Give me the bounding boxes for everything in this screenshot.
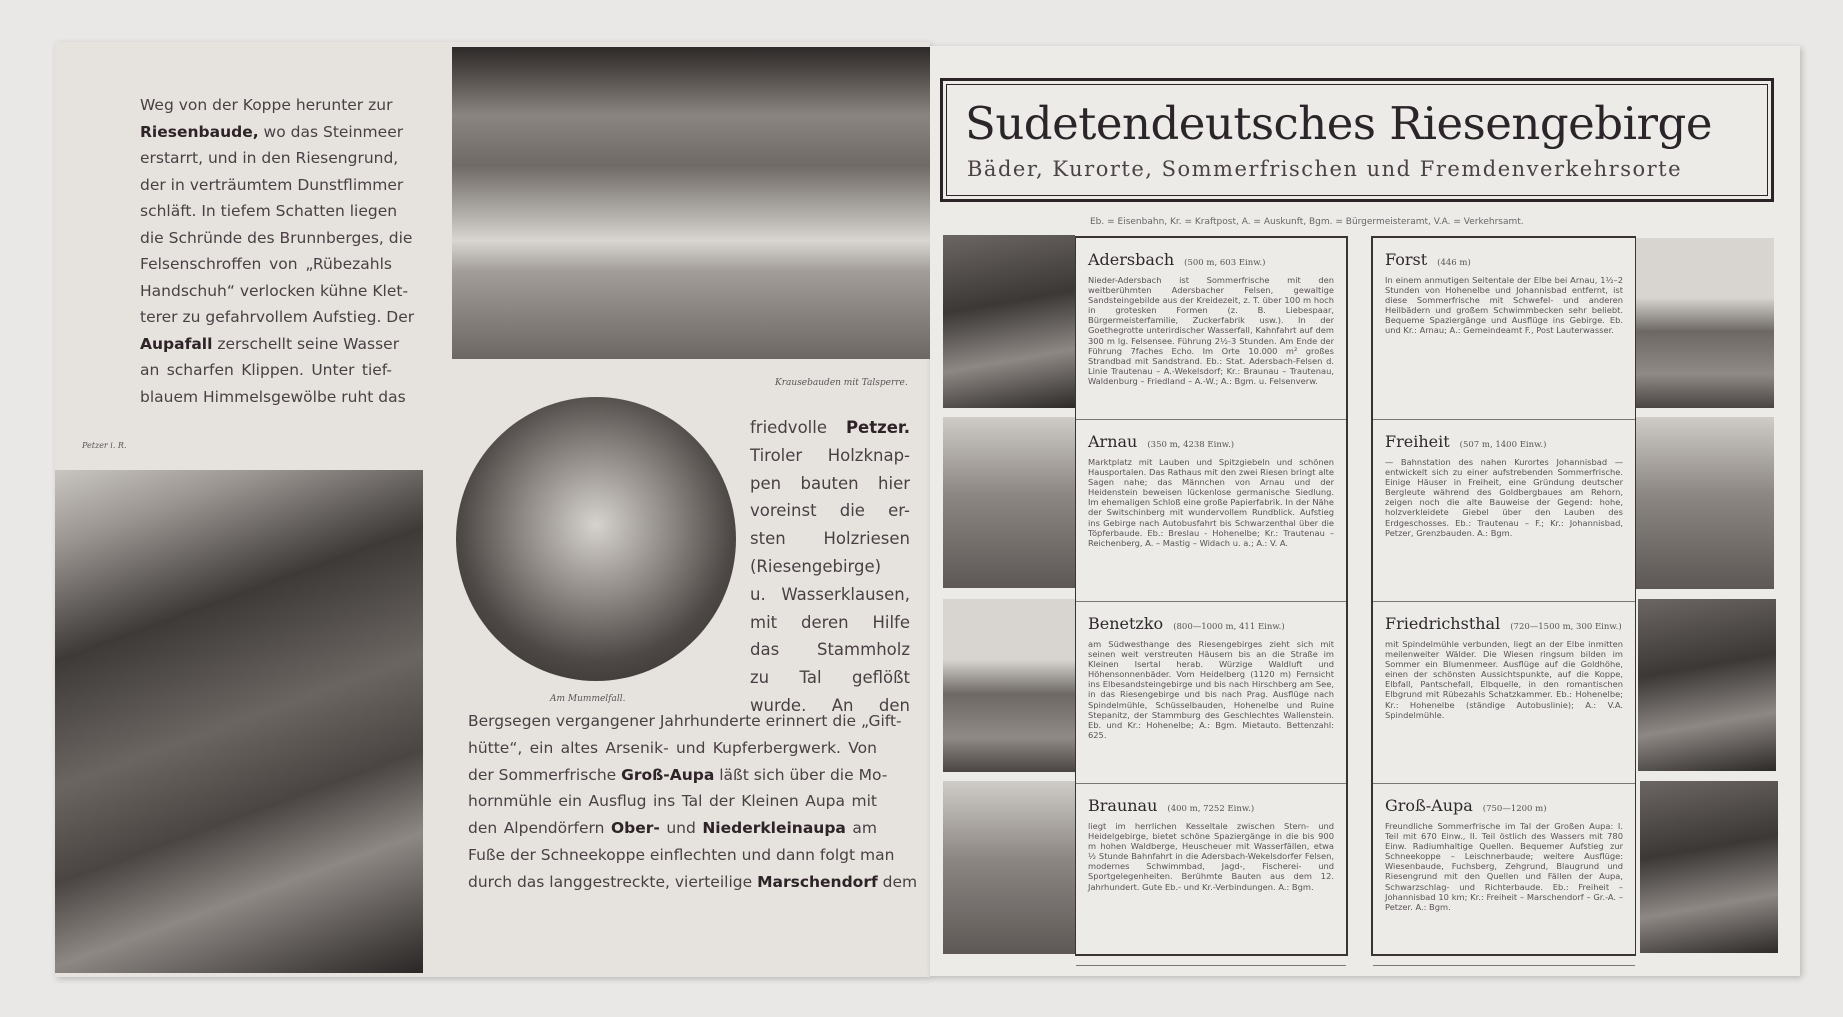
place-meta: (446 m) xyxy=(1437,258,1471,268)
bold-place-name: Niederkleinaupa xyxy=(702,819,846,838)
place-meta: (400 m, 7252 Einw.) xyxy=(1167,804,1255,814)
place-name: Braunau (400 m, 7252 Einw.) xyxy=(1088,796,1255,815)
text-line xyxy=(750,636,910,664)
text-run: hütte“, ein altes Arsenik- und Kupferbergwerk. Von xyxy=(468,738,877,757)
place-entry xyxy=(1076,420,1346,602)
place-name: Arnau (350 m, 4238 Einw.) xyxy=(1088,432,1235,451)
text-line xyxy=(140,357,392,384)
text-run: (Riesengebirge) xyxy=(750,556,882,576)
text-line xyxy=(140,331,400,358)
place-name: Benetzko (800—1000 m, 411 Einw.) xyxy=(1088,614,1285,633)
photo-friedrichsthal xyxy=(1638,599,1776,771)
text-run: pen bauten hier xyxy=(750,473,910,493)
photo-benetzko xyxy=(943,599,1075,772)
text-line xyxy=(750,553,910,581)
caption-top-photo: Krausebauden mit Talsperre. xyxy=(775,378,908,388)
text-run: zu Tal geflößt xyxy=(750,668,910,688)
page-subtitle: Bäder, Kurorte, Sommerfrischen und Fremdenverkehrsorte xyxy=(967,157,1683,181)
caption-valley-photo: Petzer i. R. xyxy=(82,441,127,450)
text-line xyxy=(140,278,409,305)
caption-circle-photo: Am Mummelfall. xyxy=(550,694,626,704)
text-run: hornmühle ein Ausflug ins Tal der Kleinen Aupa mit xyxy=(468,792,877,811)
place-entry xyxy=(1076,238,1346,420)
text-line xyxy=(468,735,877,762)
bottom-paragraph xyxy=(468,708,918,896)
text-run: der Sommerfrische xyxy=(468,765,622,784)
text-line xyxy=(468,788,877,815)
text-line xyxy=(468,842,895,869)
text-line xyxy=(140,92,392,119)
bold-place-name: Petzer. xyxy=(845,418,910,437)
text-run: Tiroler Holzknap- xyxy=(750,445,910,465)
place-entry xyxy=(1373,420,1635,602)
text-line xyxy=(750,664,910,692)
place-meta: (720—1500 m, 300 Einw.) xyxy=(1510,622,1622,632)
place-entry xyxy=(1076,602,1346,784)
place-entry xyxy=(1373,238,1635,420)
text-run: u. Wasserklausen, xyxy=(750,584,910,604)
title-box xyxy=(940,78,1774,202)
place-entry xyxy=(1373,602,1635,784)
place-entry xyxy=(1373,784,1635,966)
text-line xyxy=(140,251,392,278)
text-line xyxy=(750,609,910,637)
text-run: blauem Himmelsgewölbe ruht das xyxy=(140,387,406,406)
place-description: — Bahnstation des nahen Kurortes Johannisbad — entwickelt sich zu einer aufstrebenden Sommerfrische. Einige Häuser in Freiheit, eine Gründung deutscher Bergleute während des Goldbergbaues am Rehorn, zeigen noch die alte Bauweise der Gegend: hohe, holzverkleidete Giebel über den Lauben des Erdgeschosses. Eb.: Trautenau – F.; Kr.: Johannisbad, Petzer, Grenzbauden. A.: Bgm. xyxy=(1385,457,1623,538)
photo-mummelfall xyxy=(456,397,736,681)
photo-krausebauden-dam xyxy=(452,47,930,359)
text-run: mit deren Hilfe xyxy=(750,612,910,632)
text-run: voreinst die er- xyxy=(750,501,910,521)
text-line xyxy=(750,497,910,525)
text-run: Weg von der Koppe herunter zur xyxy=(140,96,393,114)
place-description: Freundliche Sommerfrische im Tal der Großen Aupa: I. Teil mit 670 Einw., II. Teil östlich des Wassers mit 780 Einw. Radiumhaltige Quellen. Bequemer Aufstieg zur Schneekoppe – Leischnerbaude; weitere Ausflüge: Wiesenbaude, Fuchsberg, Zehgrund, Blaugrund und Riesengrund mit den Quellen und Fällen der Aupa, Schwarzschlag- und Richterbaude. Eb.: Freiheit – Johannisbad 10 km; Kr.: Freiheit – Marschendorf – Gr.-A. – Petzer. A.: Bgm. xyxy=(1385,821,1623,912)
text-run: wurde. An den xyxy=(750,695,910,715)
text-line xyxy=(140,145,399,172)
place-meta: (750—1200 m) xyxy=(1482,804,1547,814)
text-line xyxy=(750,581,910,609)
text-run: durch das langgestreckte, vierteilige xyxy=(468,872,758,891)
entries-left-column xyxy=(1075,236,1348,956)
text-run: dem xyxy=(877,872,918,891)
place-meta: (800—1000 m, 411 Einw.) xyxy=(1173,622,1285,632)
place-name: Forst (446 m) xyxy=(1385,250,1471,269)
place-description: am Südwesthange des Riesengebirges zieht sich mit seinen weit verstreuten Häusern bis an die Straße im Kleinen Isertal herab. Würzige Waldluft und Höhensonnenbäder. Vom Heidelberg (1120 m) Fernsicht ins Elbesandsteingebirge und bis nach Hirschberg am See, in das Riesengebirge und bis nach Prag. Ausflüge nach Spindelmühle, Schüsselbauden, Hohenelbe und Ruine Stepanitz, der Stammburg des Geschlechtes Wallenstein. Eb. und Kr.: Hohenelbe; A.: Bgm. Mietauto. Bettenzahl: 625. xyxy=(1088,639,1334,740)
text-run: schläft. In tiefem Schatten liegen xyxy=(140,202,398,220)
intro-paragraph xyxy=(140,92,415,410)
place-name: Freiheit (507 m, 1400 Einw.) xyxy=(1385,432,1547,451)
bold-place-name: Ober- xyxy=(610,819,660,838)
place-name: Adersbach (500 m, 603 Einw.) xyxy=(1088,250,1266,269)
text-line xyxy=(140,304,415,331)
photo-adersbach-rocks xyxy=(943,235,1075,408)
text-line xyxy=(468,708,902,735)
bold-place-name: Riesenbaude, xyxy=(140,122,259,141)
place-meta: (500 m, 603 Einw.) xyxy=(1184,258,1266,268)
text-line xyxy=(750,442,910,470)
text-line xyxy=(468,815,877,842)
bold-place-name: Marschendorf xyxy=(757,872,878,891)
text-line xyxy=(140,119,404,146)
photo-gross-aupa xyxy=(1640,781,1778,953)
page-title: Sudetendeutsches Riesengebirge xyxy=(965,97,1712,150)
place-meta: (350 m, 4238 Einw.) xyxy=(1147,440,1235,450)
text-line xyxy=(140,225,413,252)
text-run: das Stammholz xyxy=(750,640,910,660)
place-name: Groß-Aupa (750—1200 m) xyxy=(1385,796,1547,815)
place-description: mit Spindelmühle verbunden, liegt an der Elbe inmitten meilenweiter Wälder. Die Wiesen ringsum bilden im Sommer ein Blumenmeer. Ausflüge auf die Goldhöhe, einen der schönsten Aussichtspunkte, auf die Koppe, Elbfall, Pantschefall, Elbquelle, in den romantischen Elbgrund mit Rübezahls Schatzkammer. Eb.: Hohenelbe; Kr.: Hohenelbe (ständige Autobuslinie); A.: V.A. Spindelmühle. xyxy=(1385,639,1623,720)
text-run: am xyxy=(845,819,878,838)
text-line xyxy=(750,470,910,498)
abbreviation-legend: Eb. = Eisenbahn, Kr. = Kraftpost, A. = Auskunft, Bgm. = Bürgermeisteramt, V.A. = Verkehrsamt. xyxy=(1090,217,1524,227)
place-entry xyxy=(1076,784,1346,966)
photo-arnau-square xyxy=(943,417,1075,588)
place-description: Marktplatz mit Lauben und Spitzgiebeln und schönen Hausportalen. Das Rathaus mit den zwei Riesen bringt alte Sagen nahe; das Männchen von Arnau und der Heidenstein beweisen lückenlose germanische Siedlung. Im ehemaligen Schloß eine große Papierfabrik. In der Nähe der Switschinberg mit wundervollem Rundblick. Aufstieg ins Gebirge nach Autobusfahrt bis Schwarzenthal über die Töpferbaude. Eb.: Breslau - Hohenelbe; Kr.: Trautenau – Reichenberg, A. – Mastig – Widach u. a.; A.: V. A. xyxy=(1088,457,1334,548)
place-name: Friedrichsthal (720—1500 m, 300 Einw.) xyxy=(1385,614,1622,633)
right-page-content xyxy=(930,46,1800,976)
text-run: Handschuh“ verlocken kühne Klet- xyxy=(140,281,409,300)
photo-braunau xyxy=(943,781,1075,954)
text-run: Fuße der Schneekoppe einflechten und dann folgt man xyxy=(468,845,895,864)
place-description: liegt im herrlichen Kesseltale zwischen Stern- und Heidelgebirge, bietet schöne Spaziergänge in die bis 900 m hohen Waldberge, Heuscheuer mit Wasserfällen, etwa ½ Stunde Bahnfahrt in die Adersbach-Wekelsdorfer Felsen, modernes Schwimmbad, Jagd-, Fischerei- und Sportgelegenheiten. Berühmte Bauten aus dem 12. Jahrhundert. Gute Eb.- und Kr.-Verbindungen. A.: Bgm. xyxy=(1088,821,1334,892)
text-run: wo das Steinmeer xyxy=(258,122,404,141)
text-run: zerschellt seine Wasser xyxy=(212,334,400,353)
text-line xyxy=(468,762,888,789)
place-description: Nieder-Adersbach ist Sommerfrische mit den weitberühmten Adersbacher Felsen, gewaltige Sandsteingebilde aus der Kreidezeit, z. T. über 100 m hoch in grotesken Formen (z. B. Liebespaar, Bürgermeisterfamilie, Zuckerfabrik usw.). In der Goethegrotte unterirdischer Wasserfall, Kahnfahrt auf dem 300 m lg. Felsensee. Führung 2½-3 Stunden. Am Ende der Führung 7faches Echo. Im Orte 10.000 m² großes Strandbad mit Sandstrand. Eb.: Stat. Adersbach-Felsen d. Linie Trautenau – A.-Wekelsdorf; Kr.: Braunau – Trautenau, Waldenburg – Friedland – A.-W.; A.: Bgm. u. Felsenverw. xyxy=(1088,275,1334,386)
photo-forst xyxy=(1636,238,1774,408)
text-run: die Schründe des Brunnberges, die xyxy=(140,228,413,247)
text-line xyxy=(140,172,404,199)
place-description: In einem anmutigen Seitentale der Elbe bei Arnau, 1½–2 Stunden von Hohenelbe und Johannisbad entfernt, ist diese Sommerfrische mit Schwefel- und anderen Heilbädern und großem Schwimmbecken sehr beliebt. Bequeme Spaziergänge und Ausflüge ins Gebirge. Eb. und Kr.: Arnau; A.: Gemeindeamt F., Post Lauterwasser. xyxy=(1385,275,1623,336)
text-run: und xyxy=(659,819,703,838)
place-meta: (507 m, 1400 Einw.) xyxy=(1459,440,1547,450)
text-run: Bergsegen vergangener Jahrhunderte erinnert die „Gift- xyxy=(468,712,902,730)
text-run: läßt sich über die Mo- xyxy=(714,765,888,784)
text-run: den Alpendörfern xyxy=(468,819,611,838)
photo-freiheit xyxy=(1636,417,1774,589)
text-run: friedvolle xyxy=(750,418,846,437)
bold-place-name: Aupafall xyxy=(140,334,213,353)
column-paragraph xyxy=(750,414,910,720)
text-line xyxy=(750,525,910,553)
text-run: der in verträumtem Dunstflimmer xyxy=(140,175,404,194)
text-line xyxy=(468,869,918,896)
text-line xyxy=(750,414,910,442)
text-line xyxy=(140,198,398,225)
text-line xyxy=(140,384,406,411)
text-run: erstarrt, und in den Riesengrund, xyxy=(140,149,399,167)
text-run: an scharfen Klippen. Unter tief- xyxy=(140,361,392,379)
text-run: sten Holzriesen xyxy=(750,529,910,549)
entries-right-column xyxy=(1371,236,1636,956)
text-run: terer zu gefahrvollem Aufstieg. Der xyxy=(140,308,415,326)
text-run: Felsenschroffen von „Rübezahls xyxy=(140,255,392,273)
photo-petzer-valley xyxy=(55,470,423,973)
bold-place-name: Groß-Aupa xyxy=(621,765,715,784)
